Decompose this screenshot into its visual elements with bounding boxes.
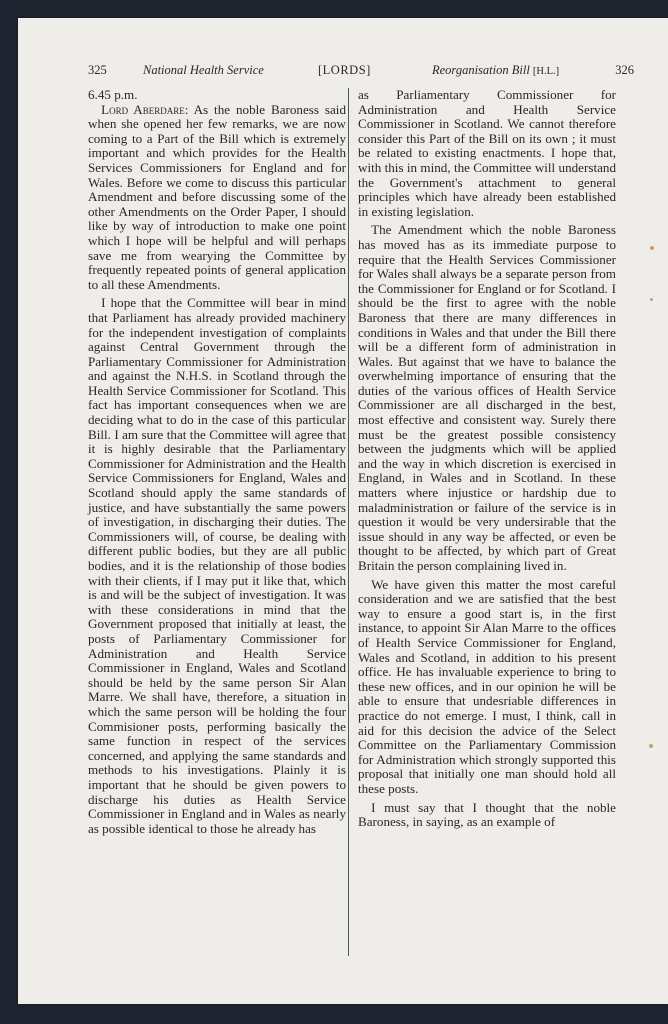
left-column [88,88,346,840]
paragraph: We have given this matter the most careful consideration and we are satisfied that the best way to ensure a good start is, in the first instance, to appoint Sir Alan Marre to the offices of Health Service Commissioner for England, Wales and Scotland, in addition to his present office. He has invaluable experience to bring to these new offices, and in our opinion he will be able to ensure that undesriable differences in practice do not emerge. I must, I think, call in aid for this decision the advice of the Select Committee on the Parliamentary Commission for Administration which strongly supported this proposal that initially one man should hold all these posts. [358,576,616,796]
right-column [358,88,616,834]
right-page-number: 326 [615,63,634,77]
paper-speck [650,298,653,301]
speaker-name: Lord Aberdare [101,101,185,117]
paper-speck [649,744,653,748]
left-running-title: National Health Service [143,63,264,77]
document-page [18,18,668,1004]
paragraph: I must say that I thought that the noble Baroness, in saying, as an example of [358,799,616,830]
paragraph: as Parliamentary Commissioner for Administration and Health Service Commissioner in Scotland. We cannot therefore consider this Part of the Bill on its own ; it must be related to existing enactments. I hope that, with this in mind, the Committee will understand the Government's attachment to general principles which have already been established in existing legislation. [358,87,616,219]
page-header [88,63,634,81]
paper-speck [650,246,654,250]
paragraph-text: : As the noble Baroness said when she opened her few remarks, we are now coming to a Part of the Bill which is extremely important and which provides for the Health Services Commissioners for England and for Wales. Before we come to discuss this particular Amendment and before discussing some of the other Amendments on the Order Paper, I should like by way of introduction to make one point which I hope will be helpful and will perhaps save me from wearying the Committee by frequently repeated points of general application to all these Amendments. [88,101,346,292]
column-divider [348,88,349,956]
right-title-suffix: [H.L.] [532,66,560,77]
right-title-text: Reorganisation Bill [432,63,530,77]
left-page-number: 325 [88,63,107,77]
paragraph [88,103,346,293]
center-running-title: [LORDS] [318,63,371,77]
paragraph: I hope that the Committee will bear in mind that Parliament has already provided machinery for the independent investigation of complaints against Central Government through the Parliamentary Commissioner for Administration and against the N.H.S. in Scotland through the Health Service Commissioner for Scotland. This fact has important consequences when we are deciding what to do in the case of this particular Bill. I am sure that the Committee will agree that it is highly desirable that the Parliamentary Commissioner for Administration and the Health Service Commissioners for England, Wales and Scotland should apply the same standards of justice, and have substantially the same powers of investigation, in discharging their duties. The Commissioners will, of course, be dealing with different public bodies, but they are all public bodies, and it is the relationship of those bodies with their clients, if I may put it like that, which is and will be the subject of investigation. It was with these considerations in mind that the Government proposed that initially at least, the posts of Parliamentary Commissioner for Administration and Health Service Commissioner in England, Wales and Scotland should be held by the same person Sir Alan Marre. We shall have, therefore, a situation in which the same person will be holding the four Commisioner posts, performing basically the same function in respect of the services concerned, and applying the same standards and methods to his investigations. Plainly it is important that he should be given powers to discharge his duties as Health Service Commissioner in England and in Wales as nearly as possible identical to those he already has [88,295,346,836]
paragraph: The Amendment which the noble Baroness has moved has as its immediate purpose to require that the Health Services Commissioner for Wales shall always be a separate person from the Commissioner for England or for Scotland. I should be the first to agree with the noble Baroness that there are many differences in conditions in Wales and that under the Bill there will be a different form of administration in Wales. But against that we have to balance the overwhelming importance of ensuring that the duties of the various offices of Health Service Commissioner are all discharged in the best, most effective and consistent way. Surely there must be the greatest possible consistency between the judgments which will be applied and the way in which discretion is exercised in England, in Wales and in Scotland. In these matters where injustice or hardship due to maladministration or failure of the service is in question it would be very undersirable that the issue should in any way be affected, or even be thought to be affected, by which part of Great Britain the person complaining lived in. [358,222,616,573]
right-running-title [432,63,559,78]
time-stamp: 6.45 p.m. [88,87,138,102]
